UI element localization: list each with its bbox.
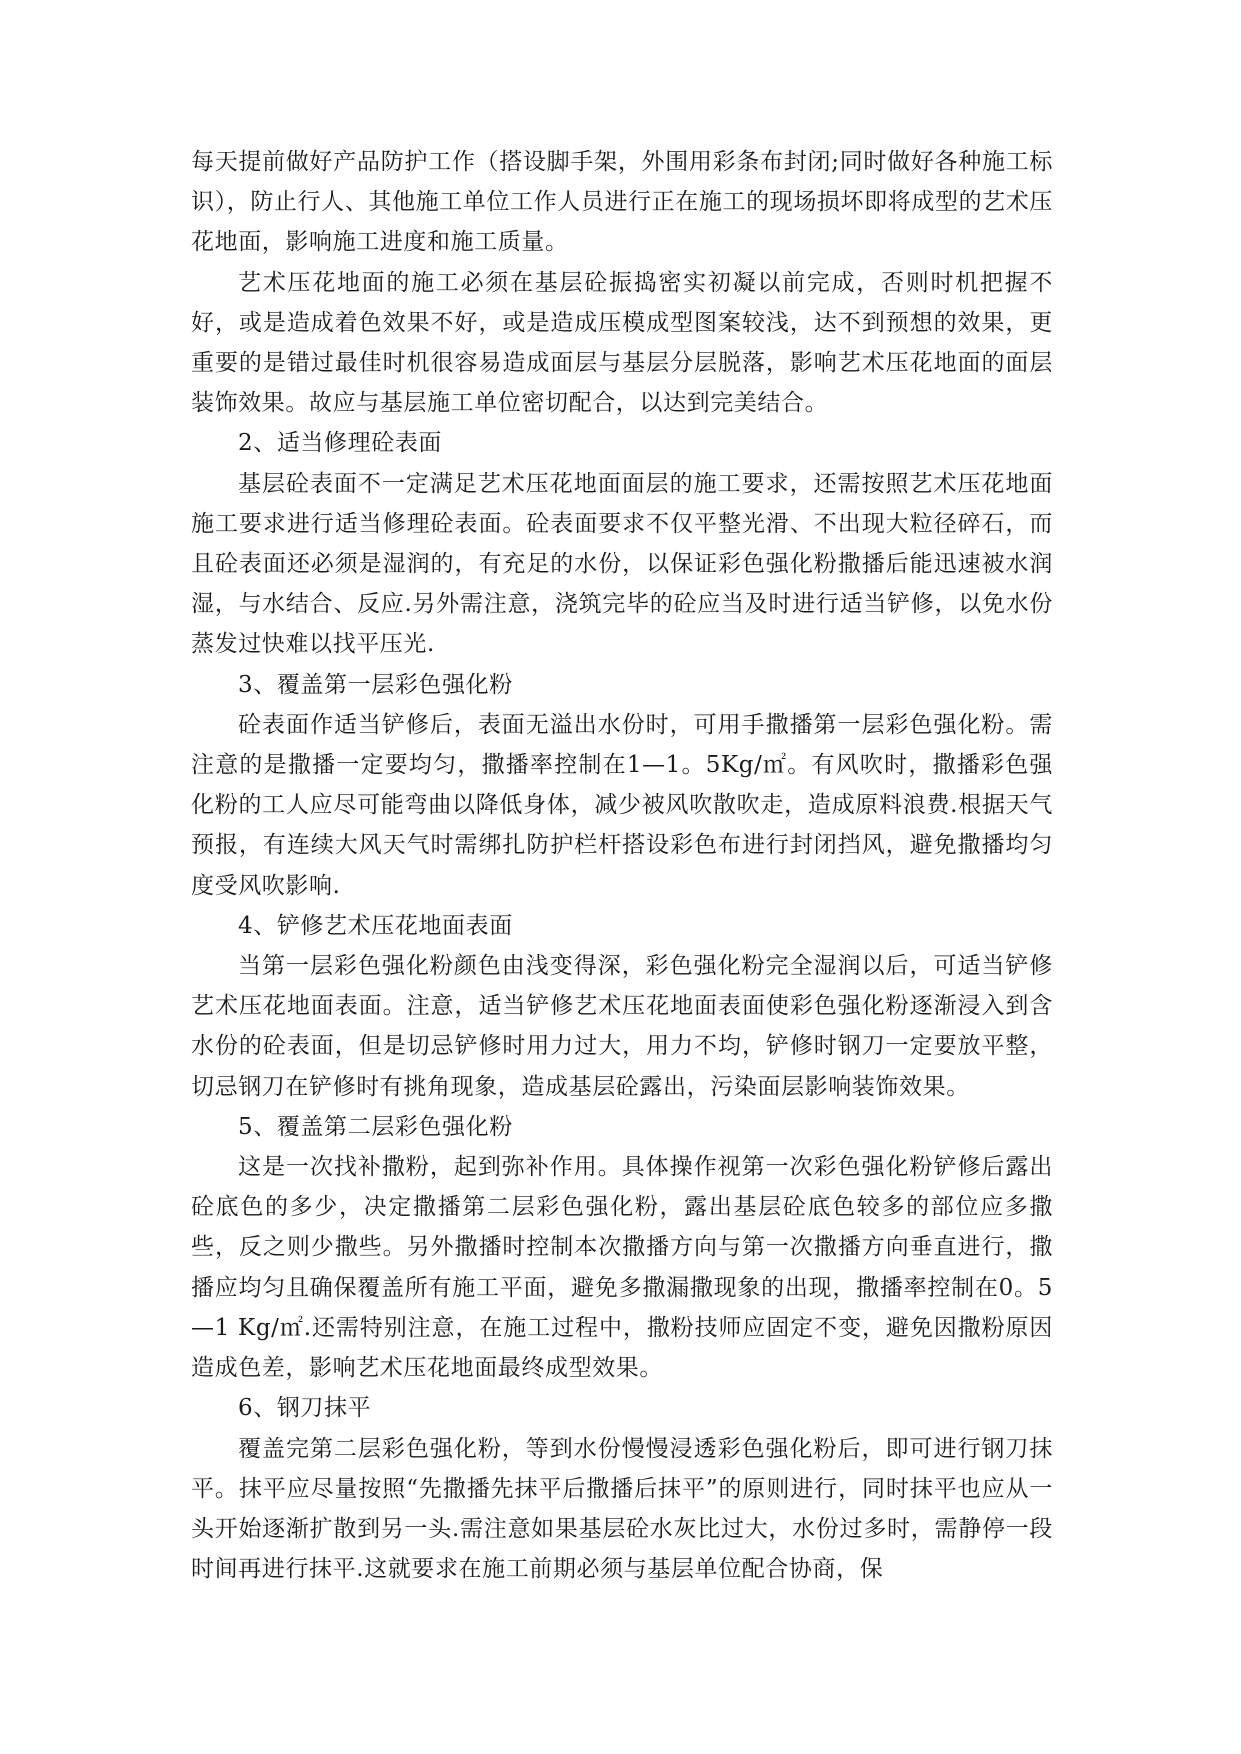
- section-heading-3: 3、覆盖第一层彩色强化粉: [238, 671, 513, 698]
- section-heading-2: 2、适当修理砼表面: [238, 430, 443, 457]
- document-body: [191, 142, 1053, 1589]
- paragraph-steel-trowel: 覆盖完第二层彩色强化粉，等到水份慢慢浸透彩色强化粉后，即可进行钢刀抹平。抹平应尽量按照“先撒播先抹平后撒播后抹平”的原则进行，同时抹平也应从一头开始逐渐扩散到另一头.需注意如果基层砼水灰比过大，水份过多时，需静停一段时间再进行抹平.这就要求在施工前期必须与基层单位配合协商，保: [191, 1435, 1053, 1583]
- paragraph-second-layer: 这是一次找补撒粉，起到弥补作用。具体操作视第一次彩色强化粉铲修后露出砼底色的多少，决定撒播第二层彩色强化粉，露出基层砼底色较多的部位应多撒些，反之则少撒些。另外撒播时控制本次撒播方向与第一次撒播方向垂直进行，撒播应均匀且确保覆盖所有施工平面，避免多撒漏撒现象的出现，撒播率控制在0。5—1 Kg/㎡.还需特别注意，在施工过程中，撒粉技师应固定不变，避免因撒粉原因造成色差，影响艺术压花地面最终成型效果。: [191, 1154, 1053, 1382]
- paragraph-timing: 艺术压花地面的施工必须在基层砼振捣密实初凝以前完成，否则时机把握不好，或是造成着色效果不好，或是造成压模成型图案较浅，达不到预想的效果，更重要的是错过最佳时机很容易造成面层与基层分层脱落，影响艺术压花地面的面层装饰效果。故应与基层施工单位密切配合，以达到完美结合。: [191, 269, 1053, 417]
- paragraph-first-layer: 砼表面作适当铲修后，表面无溢出水份时，可用手撒播第一层彩色强化粉。需注意的是撒播一定要均匀，撒播率控制在1—1。5Kg/㎡。有风吹时，撒播彩色强化粉的工人应尽可能弯曲以降低身体，减少被风吹散吹走，造成原料浪费.根据天气预报，有连续大风天气时需绑扎防护栏杆搭设彩色布进行封闭挡风，避免撒播均匀度受风吹影响.: [191, 711, 1053, 899]
- section-heading-5: 5、覆盖第二层彩色强化粉: [238, 1113, 513, 1140]
- section-heading-6: 6、钢刀抹平: [238, 1395, 372, 1422]
- paragraph-trowel-repair: 当第一层彩色强化粉颜色由浅变得深，彩色强化粉完全湿润以后，可适当铲修艺术压花地面表面。注意，适当铲修艺术压花地面表面使彩色强化粉逐渐浸入到含水份的砼表面，但是切忌铲修时用力过大，用力不均，铲修时钢刀一定要放平整，切忌钢刀在铲修时有挑角现象，造成基层砼露出，污染面层影响装饰效果。: [191, 953, 1053, 1100]
- paragraph-surface-repair: 基层砼表面不一定满足艺术压花地面面层的施工要求，还需按照艺术压花地面施工要求进行适当修理砼表面。砼表面要求不仅平整光滑、不出现大粒径碎石，而且砼表面还必须是湿润的，有充足的水份，以保证彩色强化粉撒播后能迅速被水润湿，与水结合、反应.另外需注意，浇筑完毕的砼应当及时进行适当铲修，以免水份蒸发过快难以找平压光.: [191, 470, 1053, 658]
- section-heading-4: 4、铲修艺术压花地面表面: [238, 912, 513, 939]
- paragraph-intro: 每天提前做好产品防护工作（搭设脚手架，外围用彩条布封闭;同时做好各种施工标识），防止行人、其他施工单位工作人员进行正在施工的现场损坏即将成型的艺术压花地面，影响施工进度和施工质量。: [191, 149, 1053, 256]
